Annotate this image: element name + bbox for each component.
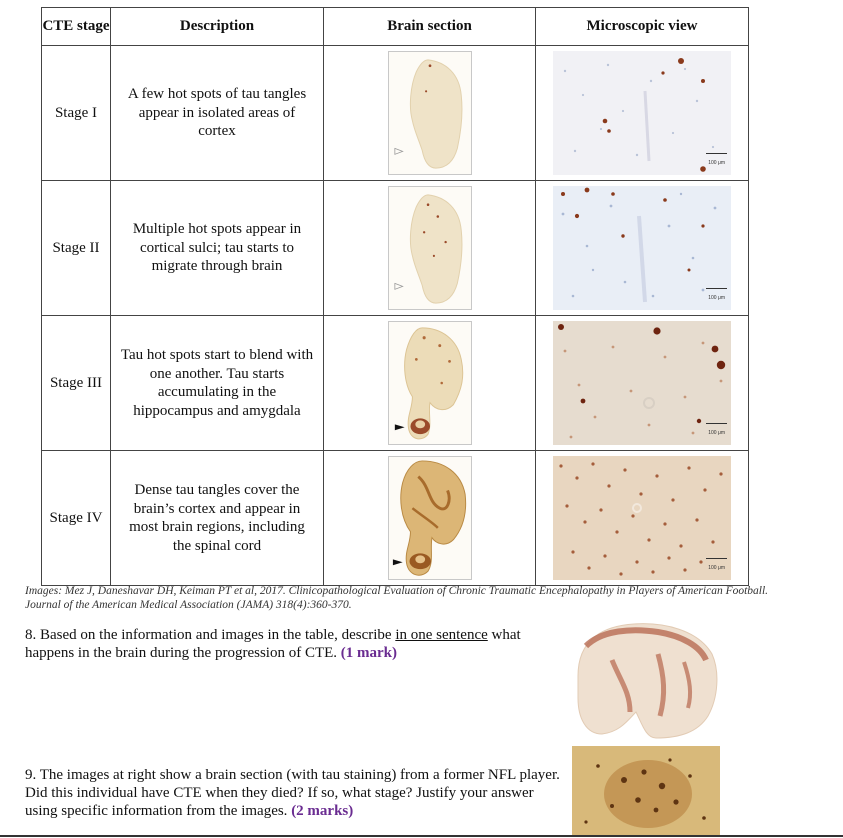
stage-label: Stage IV bbox=[42, 451, 111, 586]
brain-section-image bbox=[388, 321, 472, 445]
microscopic-view-image bbox=[553, 51, 731, 175]
header-brain-section: Brain section bbox=[324, 8, 536, 46]
brain-section-image bbox=[388, 51, 472, 175]
question-8-emphasis: in one sentence bbox=[395, 627, 488, 643]
nfl-brain-section-image bbox=[572, 620, 720, 740]
stage-label: Stage III bbox=[42, 316, 111, 451]
question-9-marks: (2 marks) bbox=[291, 803, 354, 819]
stage-label: Stage II bbox=[42, 181, 111, 316]
cte-stage-table bbox=[41, 7, 749, 586]
stage-description: A few hot spots of tau tangles appear in isolated areas of cortex bbox=[111, 46, 324, 181]
stage-label: Stage I bbox=[42, 46, 111, 181]
scale-bar-label: 100 μm bbox=[706, 153, 727, 173]
question-8 bbox=[25, 626, 565, 662]
question-8-text: 8. Based on the information and images in the table, describe bbox=[25, 627, 396, 643]
table-row bbox=[42, 46, 749, 181]
table-row bbox=[42, 181, 749, 316]
microscopic-view-image bbox=[553, 186, 731, 310]
table-row bbox=[42, 316, 749, 451]
microscopic-view-image bbox=[553, 321, 731, 445]
stage-description: Multiple hot spots appear in cortical sulci; tau starts to migrate through brain bbox=[111, 181, 324, 316]
header-microscopic-view: Microscopic view bbox=[536, 8, 749, 46]
nfl-microscopic-image bbox=[572, 746, 720, 836]
scale-bar-label: 100 μm bbox=[706, 423, 727, 443]
page-bottom-border bbox=[0, 835, 843, 837]
table-row bbox=[42, 451, 749, 586]
microscopic-view-image bbox=[553, 456, 731, 580]
brain-section-image bbox=[388, 186, 472, 310]
header-description: Description bbox=[111, 8, 324, 46]
header-cte-stage: CTE stage bbox=[42, 8, 111, 46]
question-8-text-continued: what happens in the brain during the progression of CTE. bbox=[25, 627, 521, 661]
question-9 bbox=[25, 766, 565, 820]
question-8-marks: (1 mark) bbox=[340, 645, 398, 661]
question-9-text: 9. The images at right show a brain section (with tau staining) from a former NFL player. Did this individual have CTE when they died? If so, what stage? Justify your answer using specific information from the images. bbox=[25, 767, 560, 819]
brain-section-image bbox=[388, 456, 472, 580]
stage-description: Dense tau tangles cover the brain’s cortex and appear in most brain regions, including the spinal cord bbox=[111, 451, 324, 586]
scale-bar-label: 100 μm bbox=[706, 558, 727, 578]
scale-bar-label: 100 μm bbox=[706, 288, 727, 308]
stage-description: Tau hot spots start to blend with one another. Tau starts accumulating in the hippocampus and amygdala bbox=[111, 316, 324, 451]
image-caption: Images: Mez J, Daneshavar DH, Keiman PT et al, 2017. Clinicopathological Evaluation of Chronic Traumatic Encephalopathy in Players of American Football. Journal of the American Medical Association (JAMA) 318(4):360-370. bbox=[25, 585, 769, 611]
